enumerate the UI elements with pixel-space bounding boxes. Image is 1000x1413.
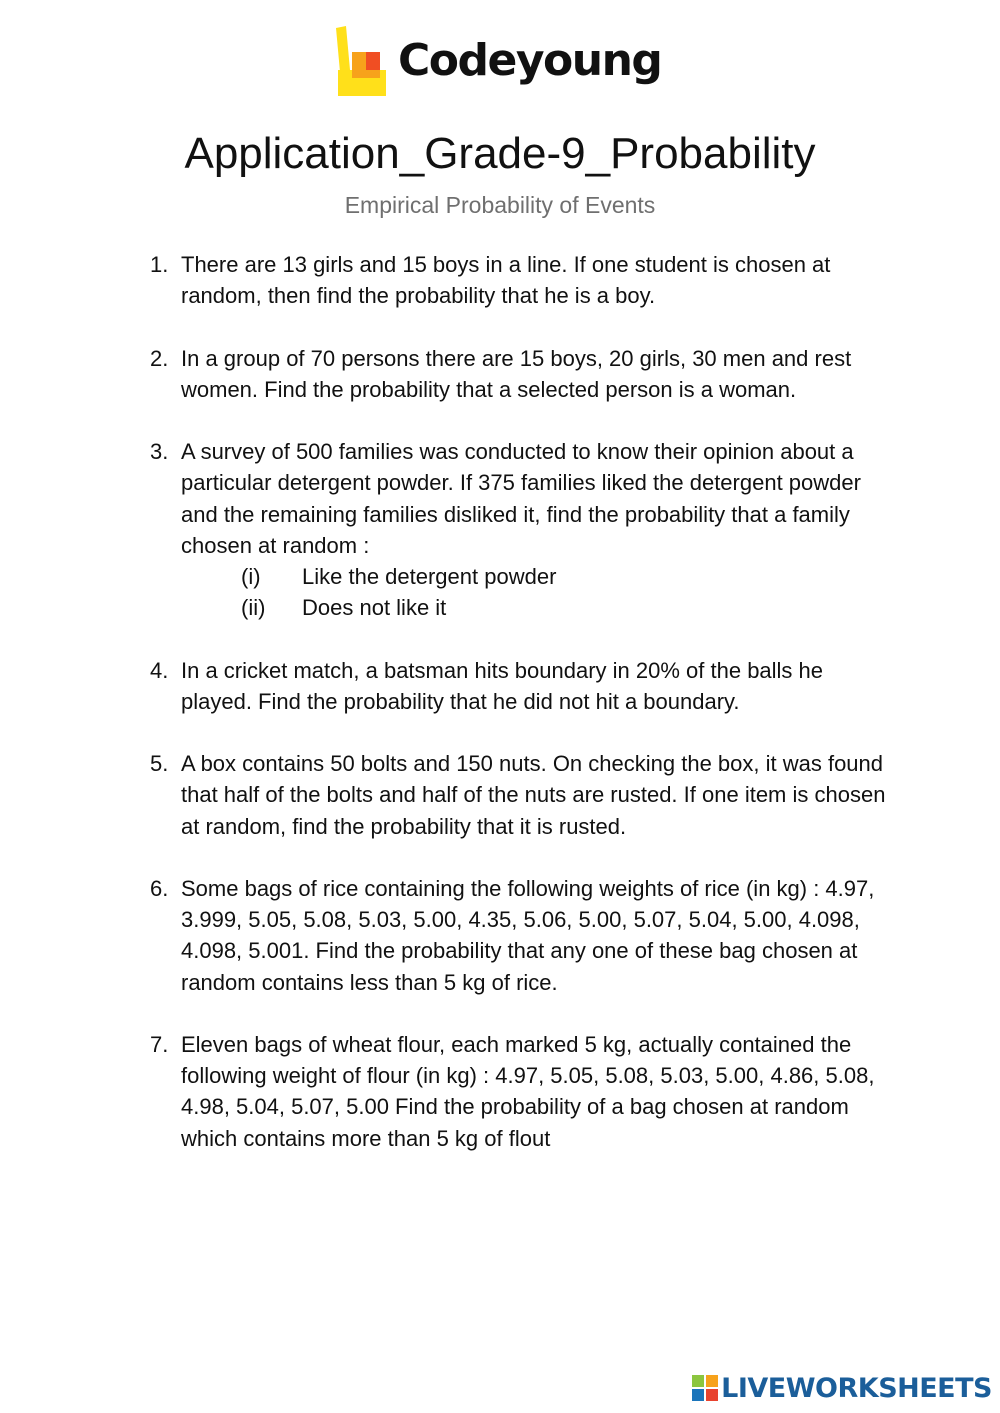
brand-name: Codeyoung xyxy=(398,34,662,86)
question-item-7 xyxy=(150,1029,890,1154)
question-text: There are 13 girls and 15 boys in a line. If one student is chosen at random, then find the probability that he is a boy. xyxy=(181,252,831,309)
liveworksheets-watermark xyxy=(692,1373,992,1403)
question-item-5 xyxy=(150,748,890,842)
question-number: 5. xyxy=(150,751,169,777)
codeyoung-logo xyxy=(330,22,661,102)
sub-question-list xyxy=(181,561,890,623)
question-text: Eleven bags of wheat flour, each marked 5 kg, actually contained the following weight of flour (in kg) : 4.97, 5.05, 5.08, 5.03, 5.00, 4.86, 5.08, 4.98, 5.04, 5.07, 5.00 Find the probability of a bag chosen at random which contains more than 5 kg of flout xyxy=(181,1031,875,1151)
question-number: 6. xyxy=(150,875,169,901)
question-item-4 xyxy=(150,655,890,717)
question-number: 3. xyxy=(150,439,169,465)
question-list xyxy=(150,249,890,1185)
page-subtitle: Empirical Probability of Events xyxy=(344,192,656,218)
question-number: 1. xyxy=(150,252,169,277)
question-number: 4. xyxy=(150,657,169,683)
question-text: A survey of 500 families was conducted to know their opinion about a particular detergent powder. If 375 families liked the detergent powder and the remaining families disliked it, find the probability that a family chosen at random : xyxy=(181,439,861,558)
page-title: Application_Grade-9_Probability xyxy=(184,129,816,178)
question-text: Some bags of rice containing the following weights of rice (in kg) : 4.97, 3.999, 5.05, 5.08, 5.03, 5.00, 4.35, 5.06, 5.00, 5.07, 5.04, 5.00, 4.098, 4.098, 5.001. Find the probability that any one of these bag chosen at random contains less than 5 kg of rice. xyxy=(181,875,875,995)
question-number: 2. xyxy=(150,345,169,371)
question-item-1 xyxy=(150,249,890,311)
liveworksheets-brand: LIVEWORKSHEETS xyxy=(721,1372,992,1404)
question-text: A box contains 50 bolts and 150 nuts. On checking the box, it was found that half of the bolts and half of the nuts are rusted. If one item is chosen at random, find the probability that it is rusted. xyxy=(181,751,886,839)
question-text: In a cricket match, a batsman hits boundary in 20% of the balls he played. Find the probability that he did not hit a boundary. xyxy=(181,657,824,714)
question-item-3 xyxy=(150,436,890,623)
sub-question-item xyxy=(181,561,890,592)
question-item-2 xyxy=(150,343,890,405)
question-number: 7. xyxy=(150,1031,169,1057)
question-text: In a group of 70 persons there are 15 boys, 20 girls, 30 men and rest women. Find the probability that a selected person is a woman. xyxy=(181,345,852,402)
sub-question-text: Does not like it xyxy=(302,595,447,621)
question-item-6 xyxy=(150,873,890,998)
sub-question-number: (ii) xyxy=(241,595,266,621)
codeyoung-logo-icon xyxy=(330,24,390,100)
sub-question-text: Like the detergent powder xyxy=(302,564,557,589)
sub-question-number: (i) xyxy=(241,564,261,589)
liveworksheets-logo-icon xyxy=(692,1375,718,1401)
sub-question-item xyxy=(181,592,890,623)
